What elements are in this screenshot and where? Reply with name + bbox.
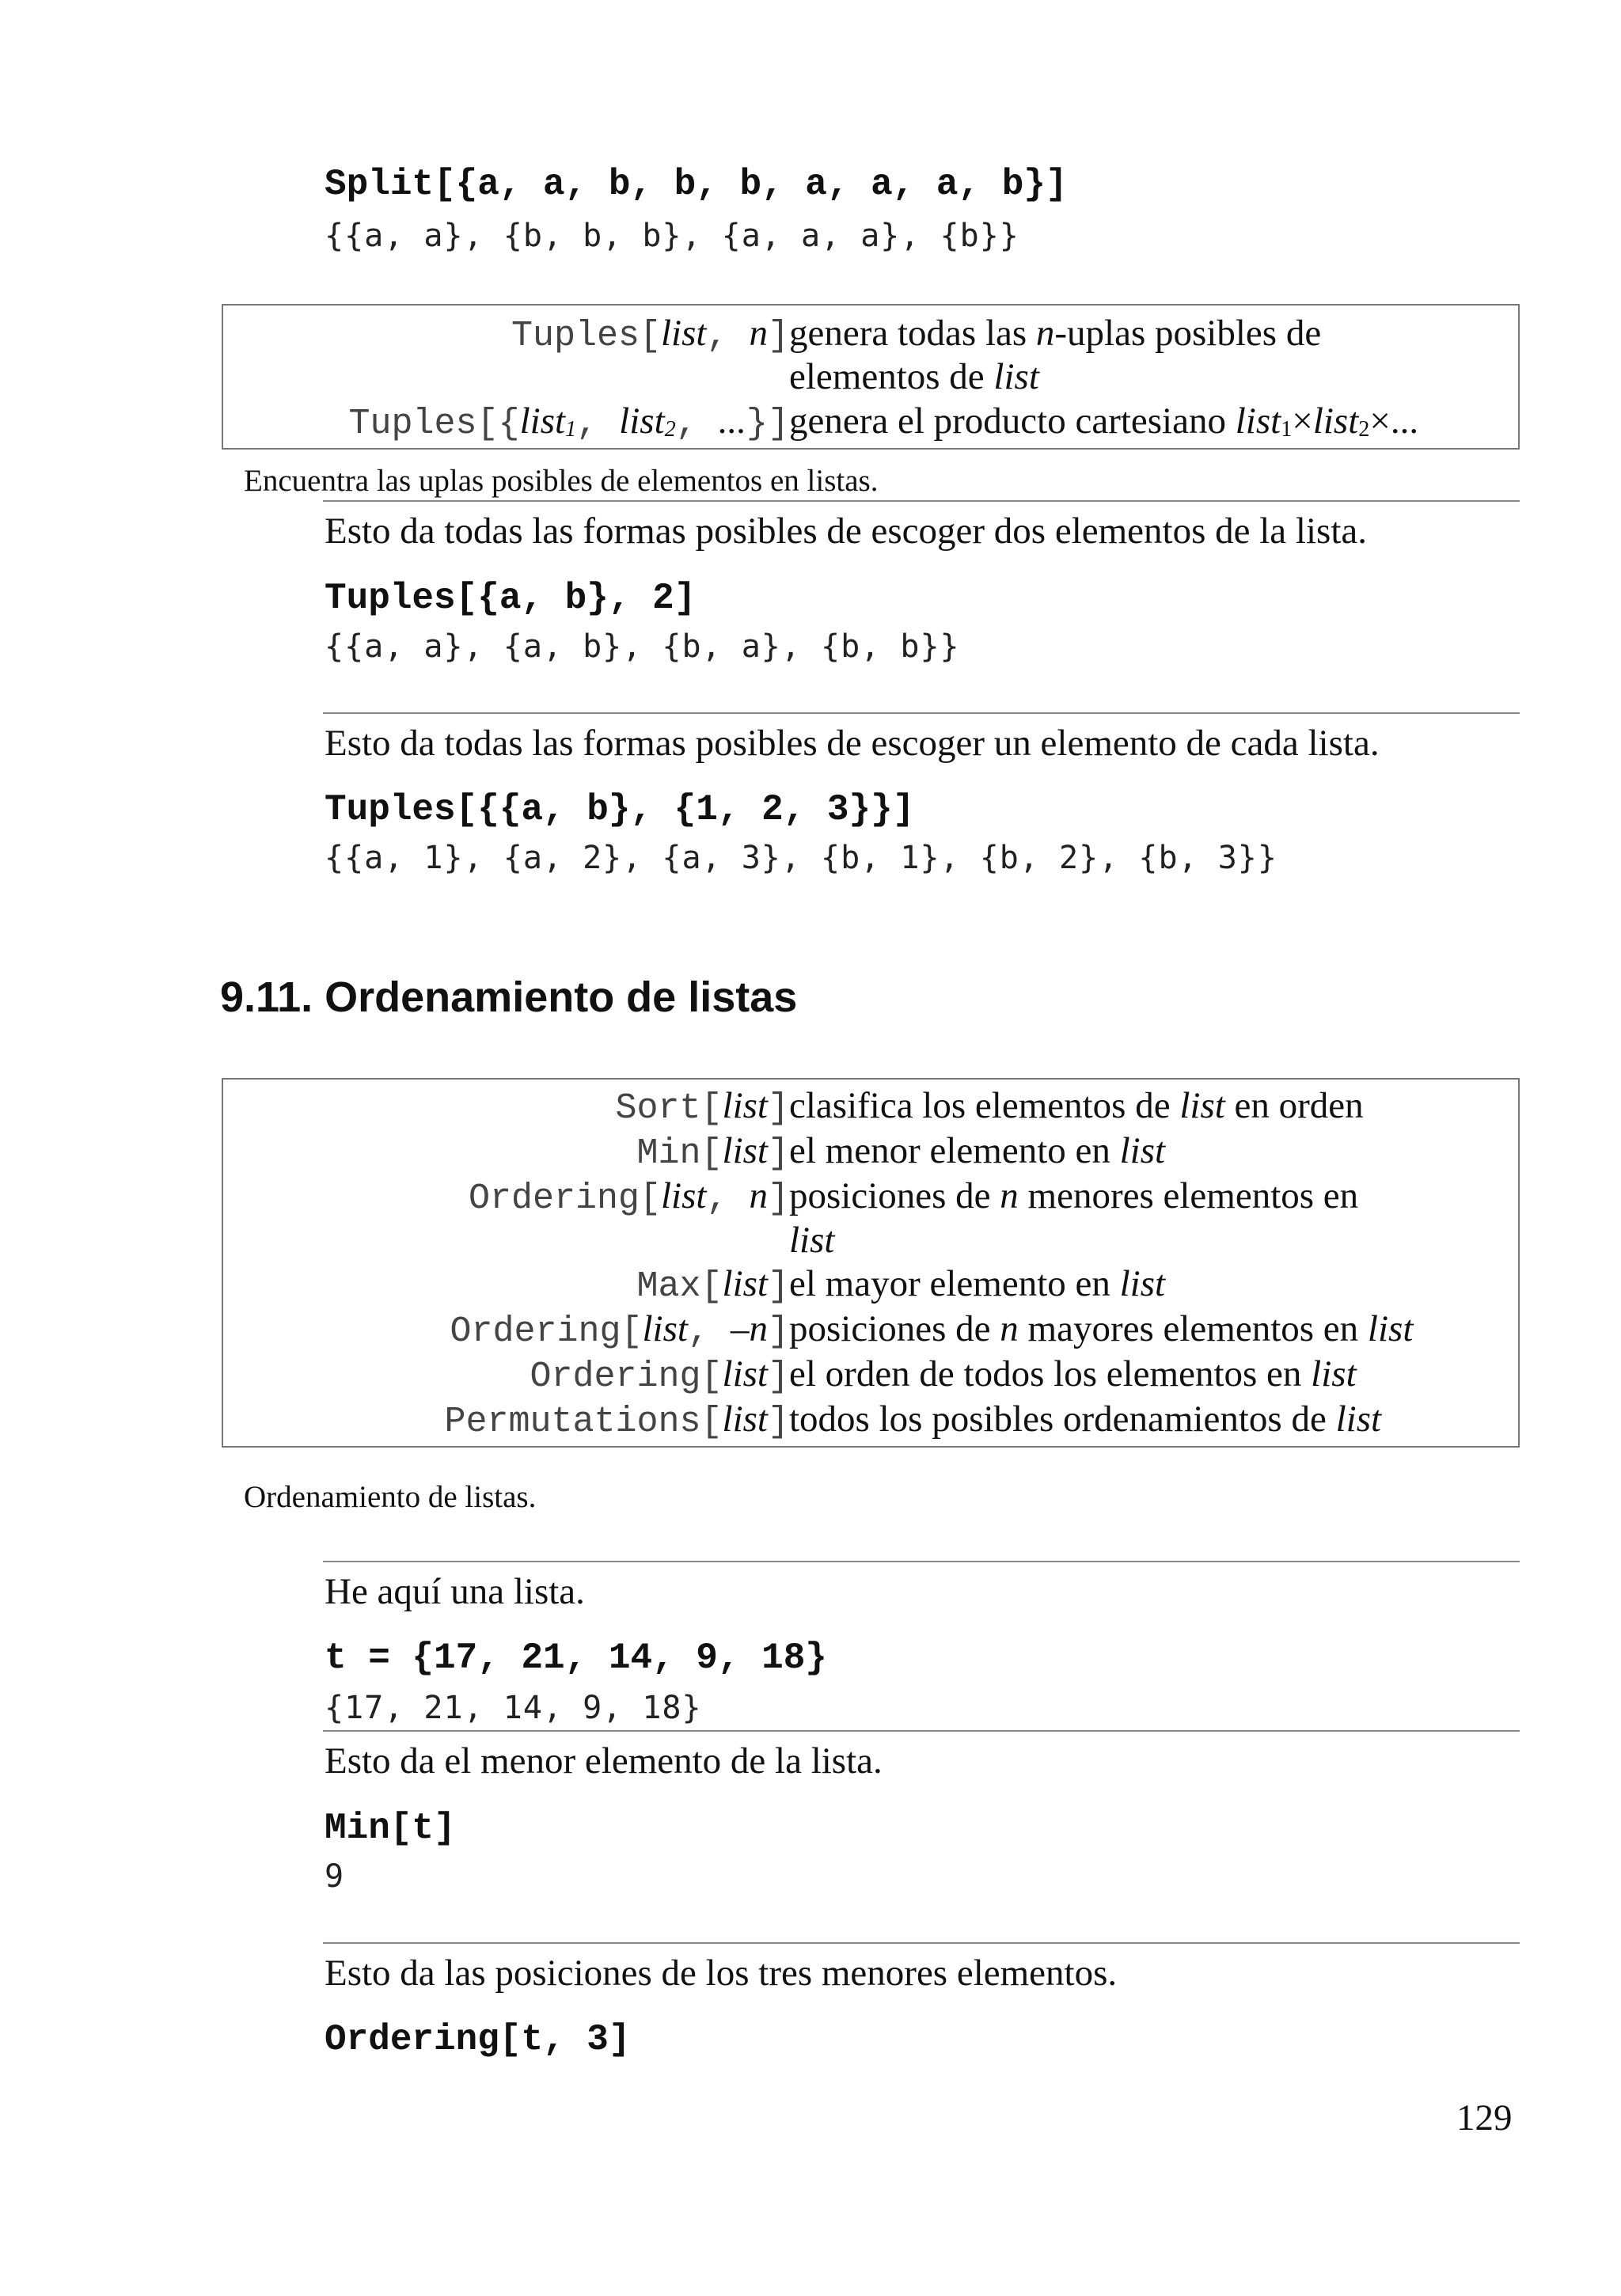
table-row (222, 1262, 1519, 1307)
code-output: {17, 21, 14, 9, 18} (325, 1690, 702, 1726)
code-input[interactable]: Tuples[{{a, b}, {1, 2, 3}}] (325, 789, 915, 830)
code-output-split: {{a, a}, {b, b, b}, {a, a, a}, {b}} (325, 218, 1019, 254)
table-row (222, 1129, 1519, 1175)
function-description: el menor elemento en list (789, 1130, 1166, 1172)
cell-text: He aquí una lista. (325, 1571, 585, 1612)
code-output: {{a, 1}, {a, 2}, {a, 3}, {b, 1}, {b, 2}, {b, 3}} (325, 840, 1277, 876)
section-heading: 9.11. Ordenamiento de listas (220, 973, 798, 1021)
sorting-function-table (222, 1078, 1520, 1448)
page-number: 129 (1456, 2097, 1513, 2139)
function-signature: Sort[list] (615, 1085, 789, 1129)
function-description: posiciones de n menores elementos en list (789, 1175, 1359, 1261)
cell-text: Esto da las posiciones de los tres menores elementos. (325, 1953, 1118, 1994)
function-signature: Max[list] (636, 1263, 789, 1307)
cell-divider (323, 1561, 1520, 1562)
table-row (222, 1175, 1519, 1262)
table-caption: Ordenamiento de listas. (244, 1480, 537, 1514)
code-output: {{a, a}, {a, b}, {b, a}, {b, b}} (325, 628, 960, 665)
function-description: el orden de todos los elementos en list (789, 1353, 1357, 1395)
cell-divider (323, 1730, 1520, 1732)
function-signature: Ordering[list] (530, 1353, 789, 1398)
table-row (222, 1353, 1519, 1398)
cell-text: Esto da todas las formas posibles de escoger un elemento de cada lista. (325, 723, 1380, 764)
cell-divider (323, 712, 1520, 714)
cell-text: Esto da el menor elemento de la lista. (325, 1740, 883, 1782)
table-row (222, 305, 1519, 400)
code-input-split[interactable]: Split[{a, a, b, b, b, a, a, a, b}] (325, 164, 1068, 205)
function-description: genera el producto cartesiano list$_1$×list$_2$×... (789, 400, 1419, 442)
table-row (222, 1079, 1519, 1129)
function-signature: Ordering[list, n] (468, 1175, 789, 1220)
function-description: posiciones de n mayores elementos en list (789, 1308, 1414, 1350)
function-description: genera todas las n-uplas posibles de elementos de list (789, 313, 1322, 398)
cell-divider (323, 500, 1520, 502)
code-input[interactable]: t = {17, 21, 14, 9, 18} (325, 1638, 827, 1679)
code-output: 9 (325, 1858, 345, 1895)
function-description: clasifica los elementos de list en orden (789, 1085, 1364, 1126)
function-signature: Ordering[list, –n] (450, 1308, 789, 1353)
function-description: todos los posibles ordenamientos de list (789, 1398, 1382, 1440)
table-row (222, 1398, 1519, 1447)
tuples-function-table (222, 304, 1520, 450)
code-input[interactable]: Ordering[t, 3] (325, 2019, 631, 2060)
code-input[interactable]: Tuples[{a, b}, 2] (325, 578, 697, 619)
table-row (222, 400, 1519, 449)
table-row (222, 1307, 1519, 1353)
function-description: el mayor elemento en list (789, 1263, 1166, 1305)
code-input[interactable]: Min[t] (325, 1808, 456, 1849)
cell-text: Esto da todas las formas posibles de escoger dos elementos de la lista. (325, 510, 1367, 552)
table-caption: Encuentra las uplas posibles de elementos en listas. (244, 464, 879, 498)
function-signature: Tuples[{list$_1$, list$_2$, ...}] (348, 400, 789, 444)
function-signature: Permutations[list] (444, 1398, 789, 1443)
cell-divider (323, 1942, 1520, 1944)
function-signature: Min[list] (636, 1130, 789, 1175)
function-signature: Tuples[list, n] (511, 313, 789, 356)
